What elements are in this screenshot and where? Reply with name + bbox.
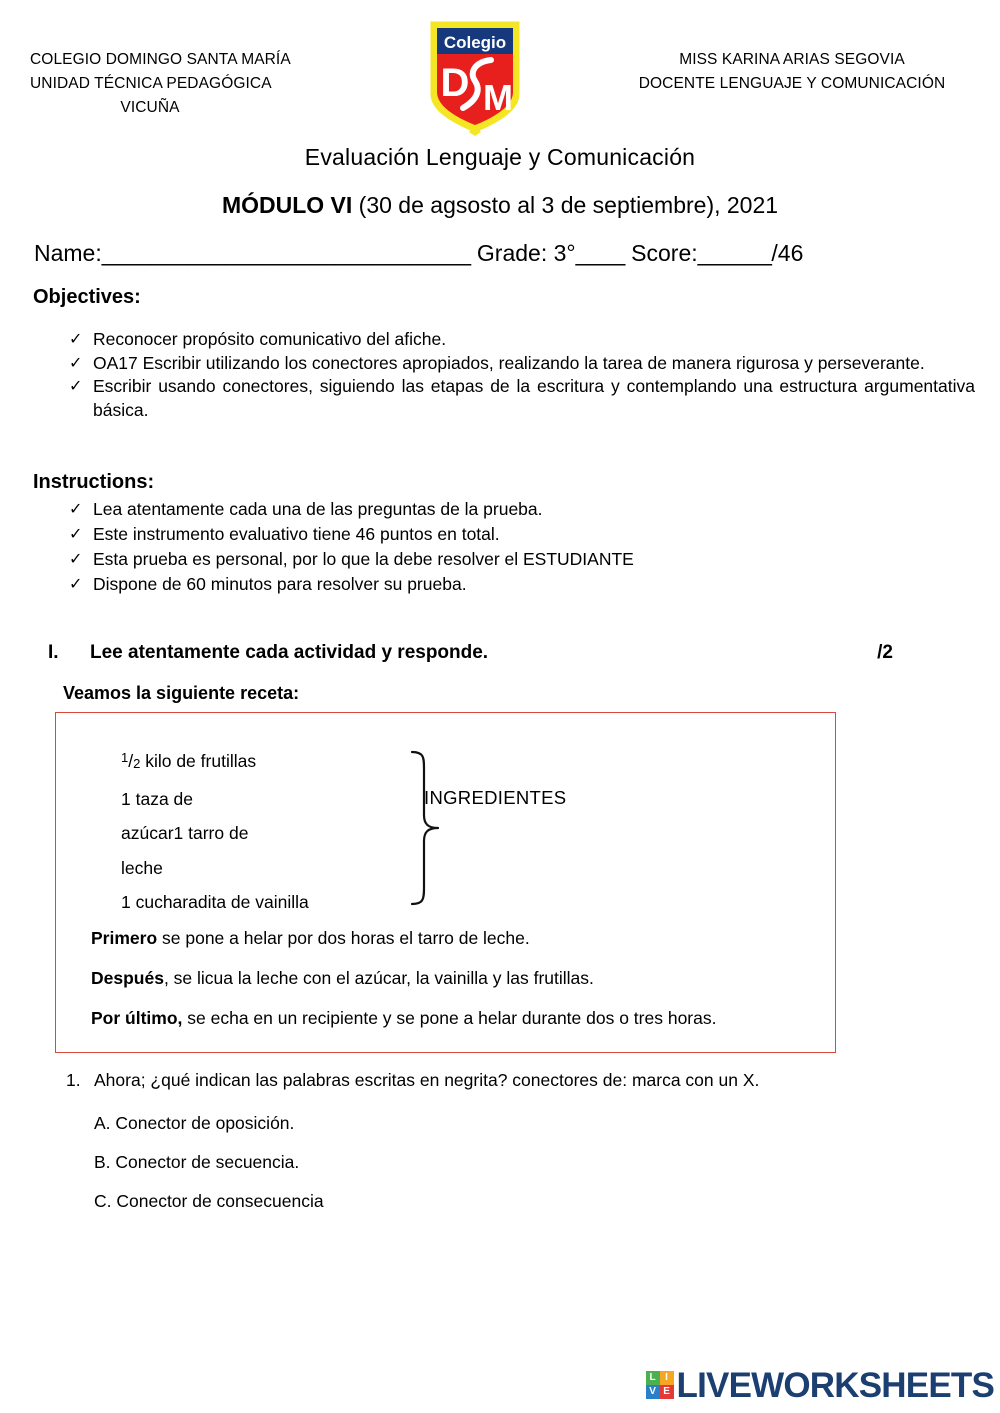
shield-letter-d: D (440, 61, 470, 105)
check-icon: ✓ (69, 501, 83, 518)
objectives-list (63, 328, 975, 422)
shield-band-text: Colegio (443, 33, 507, 52)
school-name-line-3: VICUÑA (120, 99, 180, 116)
objectives-list-item (63, 328, 975, 352)
recipe-box (55, 712, 836, 1053)
instructions-list-item (63, 573, 883, 597)
ingredient-item: 1 taza de (121, 788, 193, 809)
tile-e: E (660, 1385, 674, 1399)
objectives-list-item (63, 375, 975, 422)
score-label: Score: (631, 240, 698, 266)
activity-title: Lee atentamente cada actividad y responde. (90, 642, 489, 663)
question-text: Ahora; ¿qué indican las palabras escritas en negrita? conectores de: marca con un X. (94, 1070, 760, 1090)
instructions-list (63, 498, 883, 598)
teacher-identity-block (612, 48, 972, 96)
school-name-line-2: UNIDAD TÉCNICA PEDAGÓGICA (30, 75, 272, 92)
score-input-blank[interactable]: ______ (697, 240, 772, 266)
check-icon: ✓ (69, 378, 83, 395)
option-a[interactable]: A. Conector de oposición. (94, 1113, 295, 1133)
instructions-heading: Instructions: (33, 471, 155, 493)
tile-v: V (646, 1385, 660, 1399)
step-text: se echa en un recipiente y se pone a helar durante dos o tres horas. (182, 1008, 717, 1028)
check-icon: ✓ (69, 331, 83, 348)
name-label: Name: (34, 240, 102, 266)
recipe-steps (91, 927, 831, 1047)
ingredient-item: 1 cucharadita de vainilla (121, 892, 309, 912)
instructions-list-item (63, 548, 883, 572)
tile-i: I (660, 1371, 674, 1385)
school-name-line-1: COLEGIO DOMINGO SANTA MARÍA (30, 51, 291, 68)
question-number: 1. (66, 1070, 81, 1090)
step-text: , se licua la leche con el azúcar, la vainilla y las frutillas. (163, 968, 594, 988)
instructions-item-text: Este instrumento evaluativo tiene 46 puntos en total. (93, 524, 500, 544)
teacher-subject: DOCENTE LENGUAJE Y COMUNICACIÓN (638, 75, 946, 92)
module-label: MÓDULO VI (221, 192, 353, 218)
instructions-list-item (63, 523, 883, 547)
ingredient-item: leche (121, 857, 163, 878)
module-subtitle (0, 191, 1000, 219)
school-identity-block (30, 48, 360, 120)
ingredients-label: INGREDIENTES (424, 787, 567, 808)
fraction-one-half: $^1/_2$ (121, 750, 141, 771)
objectives-heading: Objectives: (33, 286, 141, 308)
liveworksheets-tiles (646, 1371, 674, 1399)
liveworksheets-logo (646, 1363, 994, 1407)
check-icon: ✓ (69, 551, 83, 568)
school-logo (425, 18, 525, 136)
check-icon: ✓ (69, 576, 83, 593)
grade-label: Grade: 3° (476, 240, 576, 266)
ingredients-list (121, 741, 371, 920)
shield-icon (425, 18, 525, 136)
activity-number: I. (48, 642, 59, 663)
instructions-item-text: Lea atentamente cada una de las preguntas de la prueba. (93, 499, 543, 519)
check-icon: ✓ (69, 526, 83, 543)
option-b[interactable]: B. Conector de secuencia. (94, 1152, 300, 1172)
tile-l: L (646, 1371, 660, 1385)
objectives-item-text: Reconocer propósito comunicativo del afiche. (93, 329, 447, 349)
question-1-options (94, 1112, 594, 1229)
page-title: Evaluación Lenguaje y Comunicación (304, 144, 696, 170)
ingredient-text: kilo de frutillas (140, 751, 257, 771)
instructions-item-text: Dispone de 60 minutos para resolver su prueba. (93, 574, 467, 594)
recipe-step (91, 967, 831, 989)
option-c[interactable]: C. Conector de consecuencia (94, 1191, 324, 1211)
ingredient-item: azúcar1 tarro de (121, 823, 249, 843)
objectives-item-text: OA17 Escribir utilizando los conectores apropiados, realizando la tarea de manera rigurosa y perseverante. (93, 352, 925, 373)
teacher-name: MISS KARINA ARIAS SEGOVIA (679, 51, 905, 68)
connector-word: Después (91, 968, 164, 988)
module-dates: (30 de agsosto al 3 de septiembre), 2021 (352, 192, 779, 218)
recipe-subheading: Veamos la siguiente receta: (63, 683, 300, 703)
page-header (0, 0, 1000, 140)
objectives-list-item (63, 352, 975, 376)
activity-points: /2 (877, 642, 893, 663)
student-info-row (34, 238, 974, 268)
connector-word: Primero (91, 928, 158, 948)
instructions-list-item (63, 498, 883, 522)
recipe-step (91, 1007, 831, 1029)
shield-letter-m: M (483, 77, 513, 118)
question-1 (66, 1069, 946, 1091)
connector-word: Por último, (91, 1008, 183, 1028)
ingredient-item (121, 741, 371, 782)
grade-input-blank[interactable]: ____ (575, 240, 625, 266)
recipe-step (91, 927, 831, 949)
score-total: /46 (771, 240, 804, 266)
step-text: se pone a helar por dos horas el tarro de leche. (157, 928, 530, 948)
name-input-blank[interactable]: ______________________________ (101, 240, 471, 266)
instructions-item-text: Esta prueba es personal, por lo que la debe resolver el ESTUDIANTE (93, 549, 634, 569)
ingredients-area (56, 727, 835, 912)
curly-brace-icon (404, 749, 454, 907)
check-icon: ✓ (69, 354, 83, 372)
liveworksheets-wordmark: LIVEWORKSHEETS (676, 1365, 994, 1405)
objectives-item-text: Escribir usando conectores, siguiendo las etapas de la escritura y contemplando una estructura argumentativa básica. (93, 376, 975, 420)
activity-heading-row (48, 642, 893, 664)
